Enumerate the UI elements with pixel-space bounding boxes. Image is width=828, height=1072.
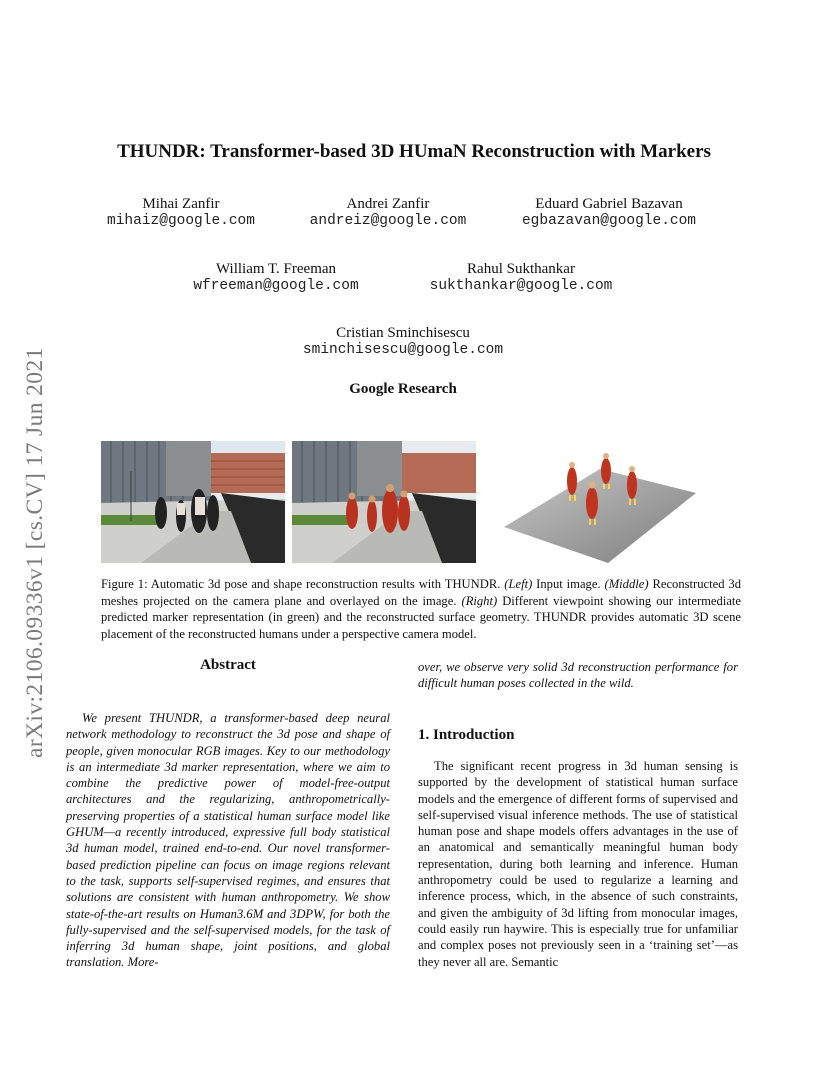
author-block	[502, 196, 716, 229]
section-heading-introduction: 1. Introduction	[418, 727, 515, 743]
caption-emphasis: (Right)	[461, 593, 498, 608]
author-email: mihaiz@google.com	[107, 213, 255, 229]
author-name: Andrei Zanfir	[346, 196, 430, 212]
affiliation: Google Research	[349, 381, 457, 397]
author-email: wfreeman@google.com	[193, 278, 359, 294]
figure-input-image	[101, 441, 285, 563]
author-name: Eduard Gabriel Bazavan	[535, 196, 683, 212]
abstract-text: We present THUNDR, a transformer-based deep neural network methodology to reconstruct the 3d pose and shape of people, given monocular RGB images. Key to our methodology is an intermediate 3d marker representation, where we aim to combine the predictive power of model-free-output architectures and the regularizing, anthropometrically-preserving properties of a statistical human surface model like GHUM—a recently introduced, expressive full body statistical 3d human model, trained end-to-end. Our novel transformer-based prediction pipeline can focus on image regions relevant to the task, supports self-supervised regimes, and ensures that solutions are consistent with human anthropometry. We show state-of-the-art results on Human3.6M and 3DPW, for both the fully-supervised and the self-supervised models, for the task of inferring 3d human shape, joint positions, and global translation. More-	[66, 711, 390, 970]
author-block	[176, 261, 376, 294]
author-email: egbazavan@google.com	[521, 213, 697, 229]
abstract-heading: Abstract	[200, 657, 256, 673]
author-email: sminchisescu@google.com	[302, 342, 504, 358]
introduction-text: The significant recent progress in 3d human sensing is supported by the development of statistical human surface models and the emergence of different forms of supervised and self-supervised visual inference methods. The use of statistical human pose and shape models offers advantages in the use of an anatomical and semantically meaningful human body representation, during both learning and inference. Human anthropometry could be used to regularize a learning and inference process, which, in the absence of such constraints, and given the ambiguity of 3d lifting from monocular images, could easily run haywire. This is especially true for unfamiliar and complex poses not previously seen in a ‘training set’—as they never all are. Semantic	[418, 759, 738, 969]
author-block	[290, 196, 486, 229]
author-email: andreiz@google.com	[309, 213, 467, 229]
arxiv-identifier: arXiv:2106.09336v1 [cs.CV] 17 Jun 2021	[22, 347, 48, 758]
figure-caption	[101, 576, 741, 642]
paper-title: THUNDR: Transformer-based 3D HUmaN Reconstruction with Markers	[117, 141, 711, 162]
author-name: Mihai Zanfir	[142, 196, 220, 212]
caption-text: Reconstructed 3d meshes projected on the camera plane and overlayed on the image.	[101, 577, 741, 608]
caption-text: Different viewpoint showing our intermediate predicted marker representation (in green) and the reconstructed surface geometry. THUNDR provides automatic 3D scene placement of the reconstructed humans under a perspective camera model.	[101, 593, 741, 641]
abstract-text-continued: over, we observe very solid 3d reconstruction performance for difficult human poses collected in the wild.	[418, 660, 738, 691]
caption-text: Figure 1: Automatic 3d pose and shape reconstruction results with THUNDR.	[101, 577, 505, 591]
author-name: William T. Freeman	[215, 261, 337, 277]
author-block	[410, 261, 632, 294]
author-email: sukthankar@google.com	[429, 278, 613, 294]
author-block	[278, 325, 528, 358]
caption-text: Input image.	[532, 577, 605, 591]
author-name: Rahul Sukthankar	[467, 261, 575, 277]
caption-emphasis: (Middle)	[604, 577, 649, 591]
caption-emphasis: (Left)	[504, 577, 533, 591]
author-name: Cristian Sminchisescu	[336, 325, 470, 341]
figure-3d-viewpoint	[484, 441, 700, 563]
author-block	[91, 196, 271, 229]
figure-reconstruction-overlay	[292, 441, 476, 563]
